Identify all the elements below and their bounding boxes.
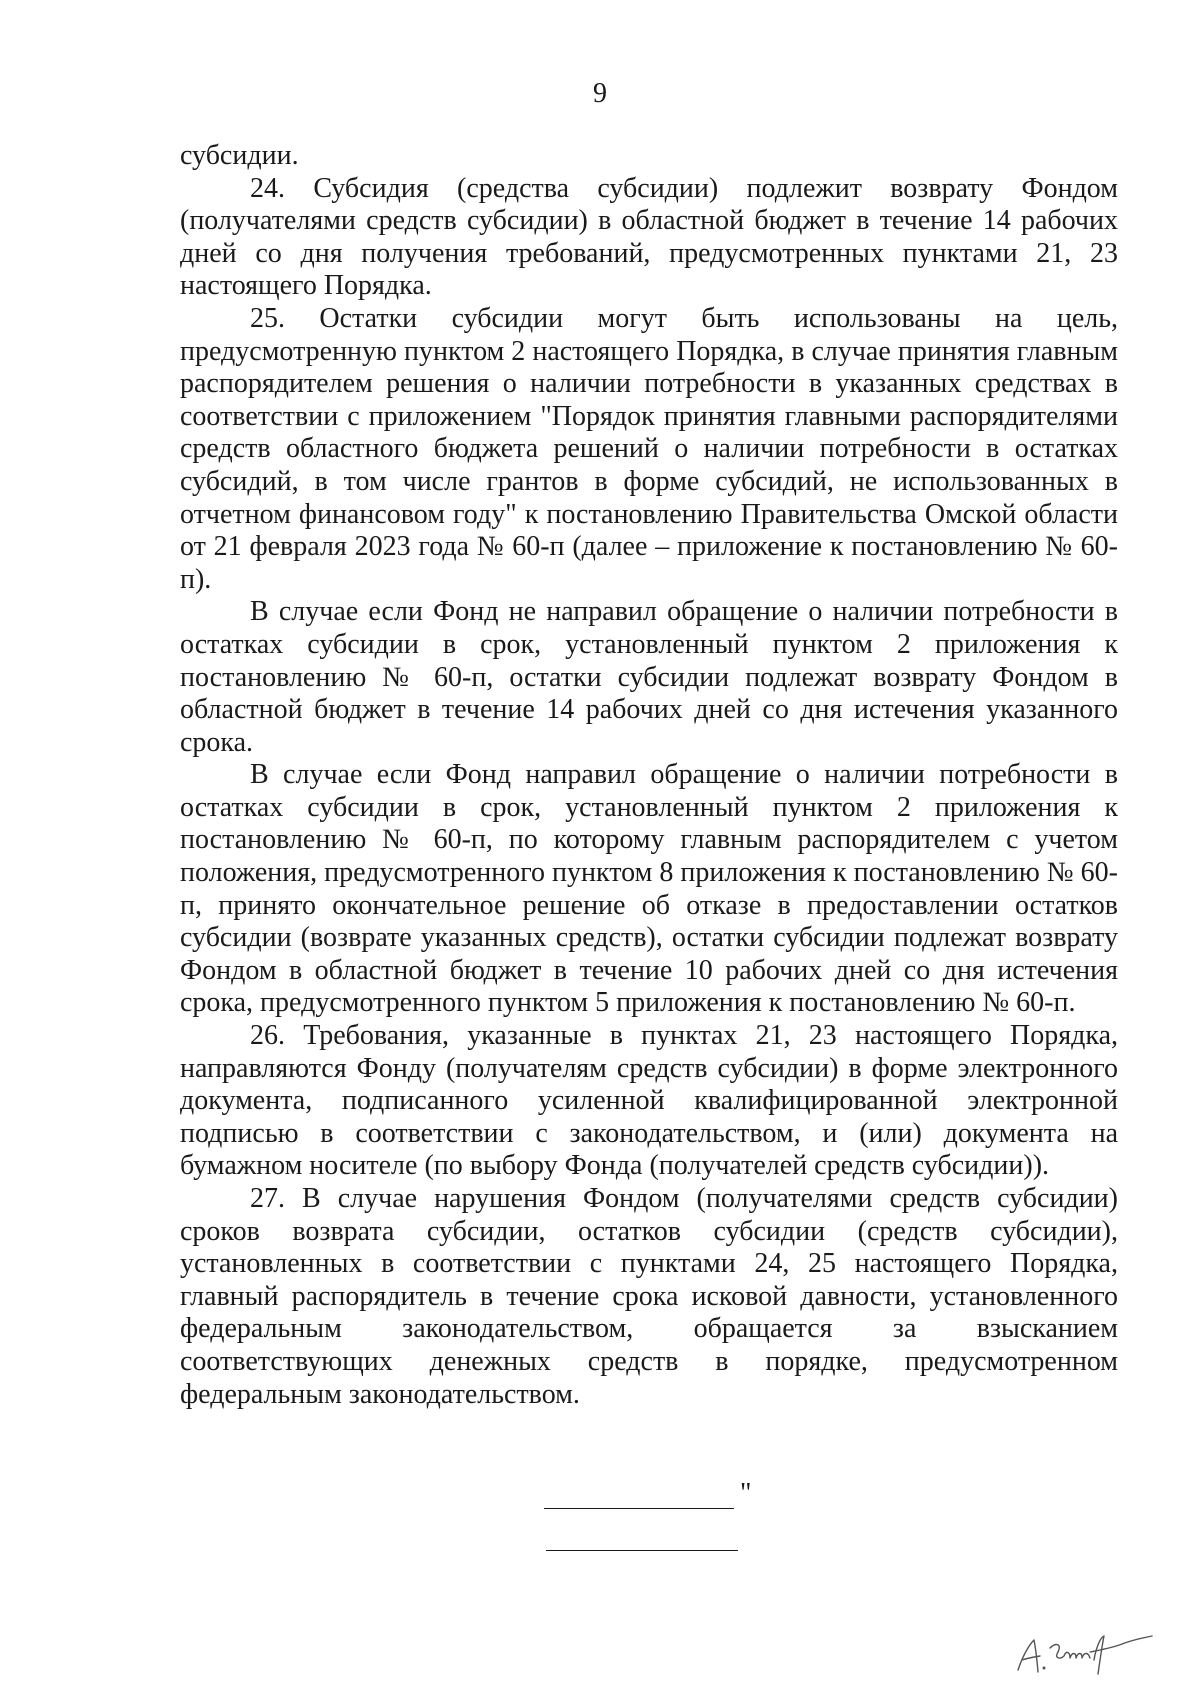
paragraph-item-25-case-refused: В случае если Фонд направил обращение о наличии потребности в остатках субсидии в срок, установленный пунктом 2 приложения к постановлению № 60-п, по которому главным распорядителем с учетом положения, предусмотренного пунктом 8 приложения к постановлению № 60-п, принято окончательное решение об отказе в предоставлении остатков субсидии (возврате указанных средств), остатки субсидии подлежат возврату Фондом в областной бюджет в течение 10 рабочих дней со дня истечения срока, предусмотренного пунктом 5 приложения к постановлению № 60-п. <box>180 759 1118 1019</box>
paragraph-continuation: субсидии. <box>180 140 299 171</box>
page-number: 9 <box>593 78 607 109</box>
closing-marks <box>544 1478 754 1574</box>
handwritten-signature <box>1010 1630 1160 1680</box>
document-body <box>180 140 1118 1411</box>
paragraph-item-25: 25. Остатки субсидии могут быть использованы на цель, предусмотренную пунктом 2 настоящего Порядка, в случае принятия главным распорядителем решения о наличии потребности в указанных средствах в соответствии с приложением "Порядок принятия главными распорядителями средств областного бюджета решений о наличии потребности в остатках субсидий, в том числе грантов в форме субсидий, не использованных в отчетном финансовом году" к постановлению Правительства Омской области от 21 февраля 2023 года № 60-п (далее – приложение к постановлению № 60-п). <box>180 302 1118 595</box>
closing-quote-mark: " <box>740 1478 752 1509</box>
paragraph-item-27: 27. В случае нарушения Фондом (получателями средств субсидии) сроков возврата субсидии, остатков субсидии (средств субсидии), установленных в соответствии с пунктами 24, 25 настоящего Порядка, главный распорядитель в течение срока исковой давности, установленного федеральным законодательством, обращается за взысканием соответствующих денежных средств в порядке, предусмотренном федеральным законодательством. <box>180 1183 1118 1410</box>
paragraph-item-25-case-not-sent: В случае если Фонд не направил обращение о наличии потребности в остатках субсидии в срок, установленный пунктом 2 приложения к постановлению № 60-п, остатки субсидии подлежат возврату Фондом в областной бюджет в течение 14 рабочих дней со дня истечения указанного срока. <box>180 596 1118 758</box>
paragraph-item-26: 26. Требования, указанные в пунктах 21, 23 настоящего Порядка, направляются Фонду (получателям средств субсидии) в форме электронного документа, подписанного усиленной квалифицированной электронной подписью в соответствии с законодательством, и (или) документа на бумажном носителе (по выбору Фонда (получателей средств субсидии)). <box>180 1020 1118 1182</box>
paragraph-item-24: 24. Субсидия (средства субсидии) подлежит возврату Фондом (получателями средств субсидии) в областной бюджет в течение 14 рабочих дней со дня получения требований, предусмотренных пунктами 21, 23 настоящего Порядка. <box>180 172 1118 302</box>
closing-rule-lower <box>546 1550 738 1551</box>
closing-rule-upper <box>544 1508 734 1509</box>
